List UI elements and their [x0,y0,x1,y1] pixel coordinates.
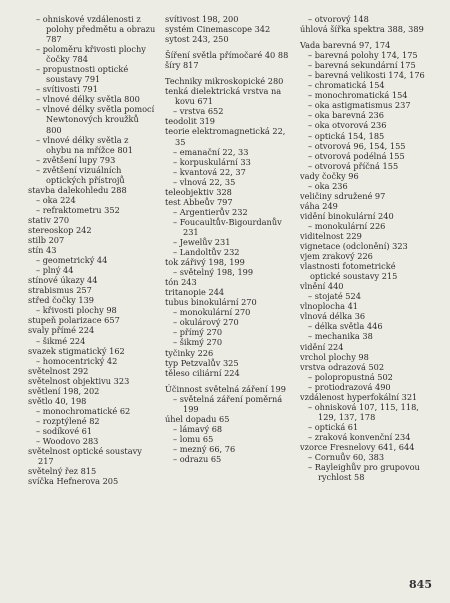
index-entry: viditelnost 229 [300,230,362,241]
index-entry: – Jewelův 231 [173,236,231,247]
index-entry: – okulárový 270 [173,317,239,328]
index-entry: stín 43 [28,245,57,256]
index-entry: – vlnová 22, 35 [173,176,236,187]
index-entry: svazek stigmatický 162 [28,345,125,356]
index-entry: vlastnosti fotometrické optické soustavy 215 [300,261,398,282]
index-column-1 [28,14,156,486]
index-entry: – otvorový 148 [308,14,369,24]
index-entry: – oka otvorová 236 [308,120,387,131]
index-entry: – zvětšení lupy 793 [36,154,116,165]
index-entry: světelnost 292 [28,365,89,376]
index-entry: veličiny sdružené 97 [300,190,386,201]
index-entry: – šikmé 224 [36,335,86,346]
index-entry: – oka 224 [36,194,76,205]
index-entry: – oka 236 [308,180,348,191]
index-entry: teodolit 319 [165,116,215,127]
index-entry: vlnění 440 [300,281,344,292]
index-entry: – oka barevná 236 [308,110,384,121]
index-entry: systém Cinemascope 342 [165,24,271,35]
index-entry: – odrazu 65 [173,453,222,464]
index-entry: vjem zrakový 226 [300,251,373,262]
index-entry: – délka světla 446 [308,321,383,332]
index-entry: stínové úkazy 44 [28,275,98,286]
index-entry: – barevná velikosti 174, 176 [308,70,425,81]
index-entry: – poloměru křivosti plochy čočky 784 [36,44,146,65]
index-entry: – monochromatické 62 [36,405,131,416]
index-entry: Techniky mikroskopické 280 [165,76,284,87]
index-entry: – mezný 66, 76 [173,443,236,454]
index-entry: vignetace (odclonění) 323 [300,241,408,252]
index-entry: těleso ciliární 224 [165,367,240,378]
index-entry: – šikmý 270 [173,337,223,348]
index-entry: – mechanika 38 [308,331,373,342]
index-entry: – vlnové délky světla z ohybu na mřížce 801 [36,134,133,155]
index-entry: svítivost 198, 200 [165,14,239,24]
index-entry: – geometrický 44 [36,255,108,266]
index-entry: světelnost optické soustavy 217 [28,446,142,467]
index-entry: vidění binokulární 240 [300,210,394,221]
index-entry: – emanační 22, 33 [173,146,249,157]
index-entry: – vrstva 652 [173,106,224,117]
index-entry: – ohniskové vzdálenosti z polohy předmětu a obrazu 787 [36,14,156,45]
index-entry: stilb 207 [28,235,65,246]
index-entry: tyčinky 226 [165,347,214,358]
index-entry: teleobjektiv 328 [165,186,232,197]
index-entry: – lomu 65 [173,433,214,444]
index-entry: – stojaté 524 [308,291,361,302]
index-entry: – zvětšení vizuálních optických přístrojů [36,164,125,185]
index-entry: – lámavý 68 [173,423,223,434]
index-entry: test Abbeův 797 [165,196,233,207]
index-entry: vzdálenost hyperfokální 321 [300,391,418,402]
index-entry: – rozptýlené 82 [36,415,100,426]
index-entry: světlo 40, 198 [28,395,87,406]
page-number: 845 [409,578,432,591]
index-entry: střed čočky 139 [28,295,95,306]
index-entry: teorie elektromagnetická 22, 35 [165,126,286,147]
index-entry: – přímý 270 [173,327,223,338]
index-entry: – zraková konvenční 234 [308,431,411,442]
index-entry: Účinnost světelná záření 199 [165,383,286,394]
index-entry: úhel dopadu 65 [165,413,230,424]
index-entry: – Woodovo 283 [36,435,99,446]
index-entry: úhlová šířka spektra 388, 389 [300,24,424,35]
index-entry: – Rayleighův pro grupovou rychlost 58 [308,462,420,483]
index-entry: vrchol plochy 98 [300,351,369,362]
index-entry: šíry 817 [165,60,199,71]
index-entry: – otvorová podélná 155 [308,150,405,161]
index-entry: – Argentierův 232 [173,206,248,217]
index-entry: – kvantová 22, 37 [173,166,246,177]
index-entry: – homocentrický 42 [36,355,118,366]
index-entry: tón 243 [165,277,197,288]
index-entry: – monochromatická 154 [308,90,408,101]
index-entry: – oka astigmatismus 237 [308,100,411,111]
index-entry: – Foucaultův-Bigourdanův 231 [173,216,282,237]
index-entry: – propustnosti optické soustavy 791 [36,64,129,85]
index-entry: sytost 243, 250 [165,34,229,45]
index-entry: – svítivosti 791 [36,84,98,95]
index-entry: Šíření světla přímočaré 40 88 [165,50,289,61]
index-entry: tok zářivý 198, 199 [165,257,245,268]
index-entry: – barevná sekundární 175 [308,60,416,71]
index-entry: – otvorová příčná 155 [308,160,399,171]
index-entry: – světelná záření poměrná 199 [173,393,283,414]
index-entry: – sodíkové 61 [36,425,93,436]
index-entry: stavba dalekohledu 288 [28,184,127,195]
index-entry: světelný řez 815 [28,466,97,477]
index-entry: – plný 44 [36,265,74,276]
index-entry: světlení 198, 202 [28,385,100,396]
index-entry: tenká dielektrická vrstva na kovu 671 [165,86,282,107]
index-column-2 [165,14,293,464]
index-entry: stativ 270 [28,214,70,225]
index-entry: stereoskop 242 [28,224,92,235]
index-entry: váha 249 [300,200,338,211]
index-entry: – polopropustná 502 [308,371,393,382]
index-entry: – korpuskulární 33 [173,156,251,167]
index-entry: strabismus 257 [28,285,92,296]
index-column-3 [300,14,428,482]
index-entry: – refraktometru 352 [36,204,120,215]
index-entry: – ohnisková 107, 115, 118, 129, 137, 178 [308,401,419,422]
index-entry: – barevná polohy 174, 175 [308,50,418,61]
index-entry: – optická 61 [308,421,359,432]
index-entry: vidění 224 [300,341,344,352]
index-entry: – optická 154, 185 [308,130,385,141]
index-entry: vrstva odrazová 502 [300,361,385,372]
index-entry: – Landoltův 232 [173,247,240,258]
index-entry: typ Petzvalův 325 [165,357,239,368]
index-entry: tubus binokulární 270 [165,297,257,308]
index-entry: – Cornuův 60, 383 [308,452,385,463]
index-entry: svíčka Hefnerova 205 [28,476,119,487]
index-entry: tritanopie 244 [165,287,225,298]
index-entry: vzorce Fresnelovy 641, 644 [300,441,415,452]
index-entry: – protiodrazová 490 [308,381,391,392]
index-entry: – monokulární 226 [308,220,386,231]
index-entry: – vlnové délky světla pomocí Newtonových kroužků 800 [36,104,155,135]
index-entry: – otvorová 96, 154, 155 [308,140,406,151]
index-entry: – vlnové délky světla 800 [36,94,140,105]
index-entry: – chromatická 154 [308,80,385,91]
index-entry: vlnová délka 36 [300,311,366,322]
index-entry: vady čočky 96 [300,170,359,181]
index-entry: svaly přímé 224 [28,325,95,336]
index-entry: – světelný 198, 199 [173,267,254,278]
index-entry: vlnoplocha 41 [300,301,358,312]
index-entry: světelnost objektivu 323 [28,375,130,386]
index-entry: – monokulární 270 [173,307,251,318]
index-entry: Vada barevná 97, 174 [300,40,391,51]
index-entry: – křivosti plochy 98 [36,305,117,316]
index-entry: stupeň polarizace 657 [28,315,120,326]
